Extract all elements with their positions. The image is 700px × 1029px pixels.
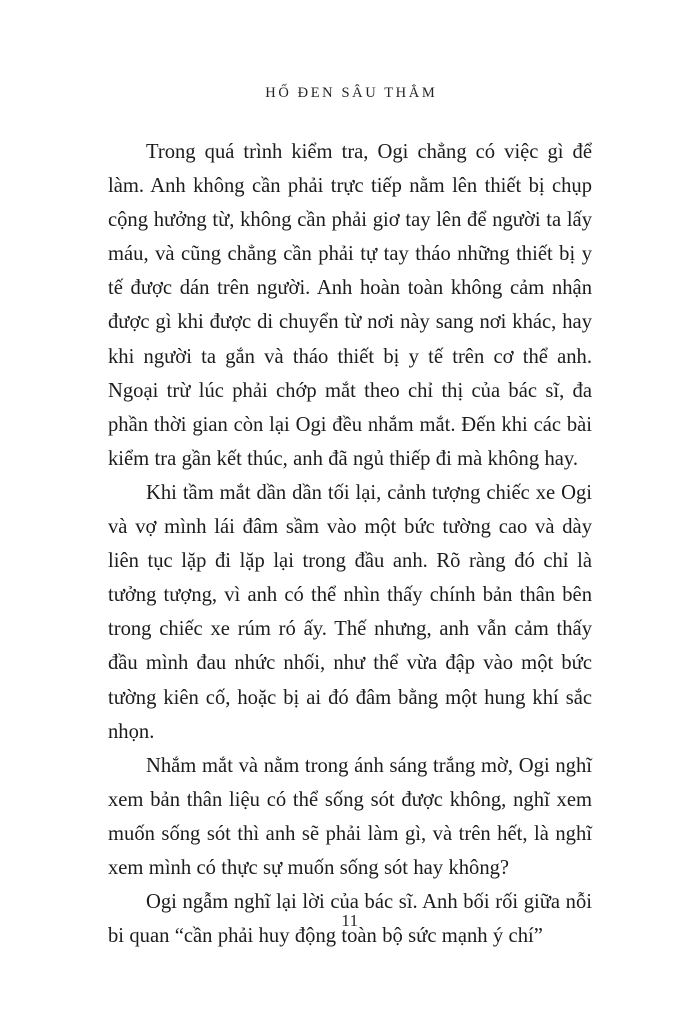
running-head: HỐ ĐEN SÂU THẲM xyxy=(265,85,438,101)
body-paragraph: Nhắm mắt và nằm trong ánh sáng trắng mờ, Ogi nghĩ xem bản thân liệu có thể sống sót được không, nghĩ xem muốn sống sót thì anh sẽ phải làm gì, và trên hết, là nghĩ xem mình có thực sự muốn sống sót hay không? xyxy=(108,754,592,879)
body-paragraph: Trong quá trình kiểm tra, Ogi chẳng có việc gì để làm. Anh không cần phải trực tiếp nằm lên thiết bị chụp cộng hưởng từ, không cần phải giơ tay lên để người ta lấy máu, và cũng chẳng cần phải tự tay tháo những thiết bị y tế được dán trên người. Anh hoàn toàn không cảm nhận được gì khi được di chuyển từ nơi này sang nơi khác, hay khi người ta gắn và tháo thiết bị y tế trên cơ thể anh. Ngoại trừ lúc phải chớp mắt theo chỉ thị của bác sĩ, đa phần thời gian còn lại Ogi đều nhắm mắt. Đến khi các bài kiểm tra gần kết thúc, anh đã ngủ thiếp đi mà không hay. xyxy=(108,141,592,470)
body-text-column xyxy=(108,135,592,953)
body-paragraph: Ogi ngẫm nghĩ lại lời của bác sĩ. Anh bối rối giữa nỗi bi quan “cần phải huy động toàn bộ sức mạnh ý chí” xyxy=(108,891,592,948)
body-paragraph: Khi tầm mắt dần dần tối lại, cảnh tượng chiếc xe Ogi và vợ mình lái đâm sầm vào một bức tường cao và dày liên tục lặp đi lặp lại trong đầu anh. Rõ ràng đó chỉ là tưởng tượng, vì anh có thể nhìn thấy chính bản thân bên trong chiếc xe rúm ró ấy. Thế nhưng, anh vẫn cảm thấy đầu mình đau nhức nhối, như thể vừa đập vào một bức tường kiên cố, hoặc bị ai đó đâm bằng một hung khí sắc nhọn. xyxy=(108,481,592,743)
page-number: 11 xyxy=(341,911,359,930)
